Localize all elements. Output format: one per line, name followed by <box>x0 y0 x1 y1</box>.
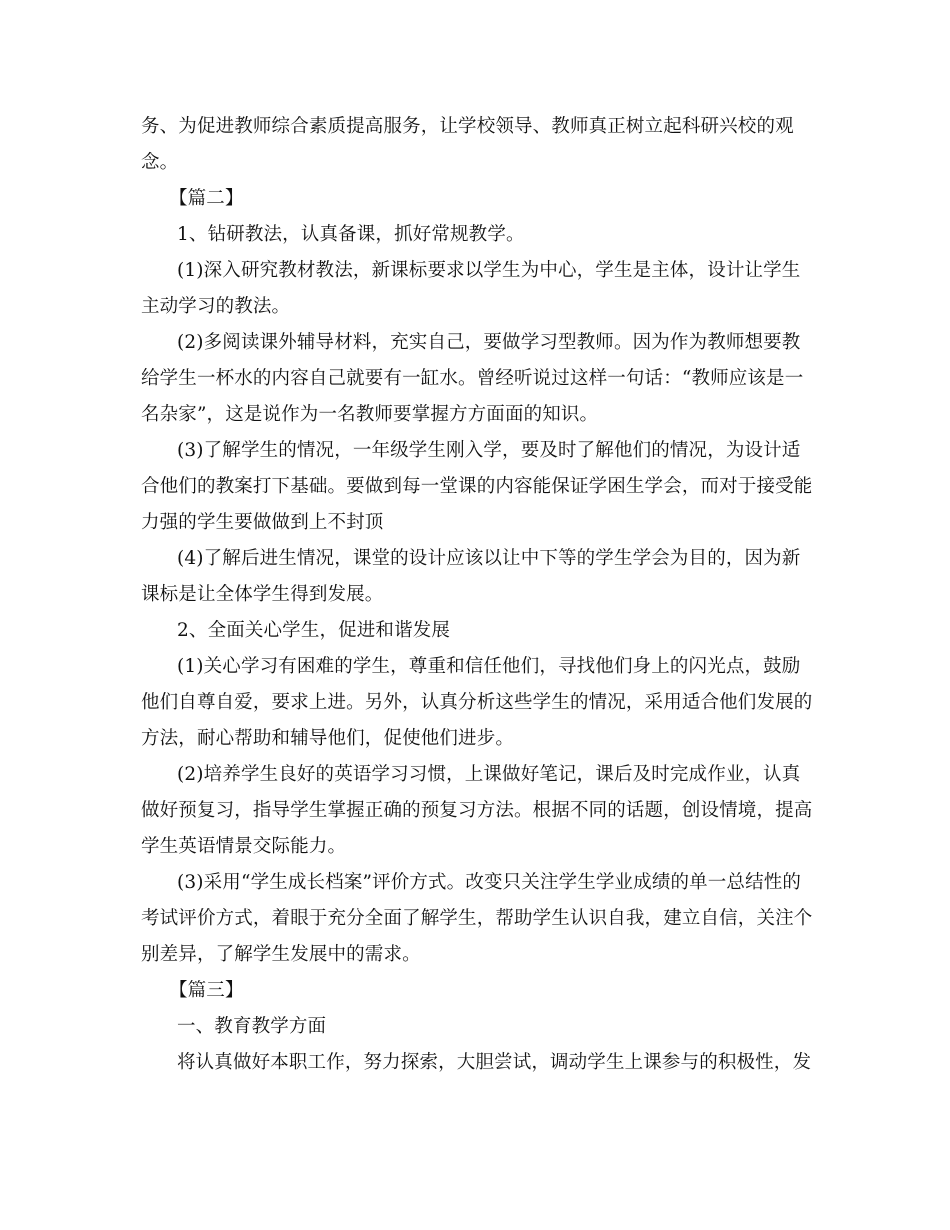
paragraph-line: 念。 <box>141 152 179 173</box>
subheading: 2、全面关心学生，促进和谐发展 <box>177 620 451 641</box>
paragraph-line: (2)多阅读课外辅导材料，充实自己，要做学习型教师。因为作为教师想要教 <box>177 332 801 353</box>
paragraph-line: 别差异，了解学生发展中的需求。 <box>141 944 421 965</box>
subheading: 一、教育教学方面 <box>177 1016 327 1037</box>
paragraph-line: 将认真做好本职工作，努力探索，大胆尝试，调动学生上课参与的积极性，发 <box>177 1052 812 1073</box>
paragraph-line: (1)深入研究教材教法，新课标要求以学生为中心，学生是主体，设计让学生 <box>177 260 801 281</box>
paragraph-line: 方法，耐心帮助和辅导他们，促使他们进步。 <box>141 728 515 749</box>
paragraph-line: 考试评价方式，着眼于充分全面了解学生，帮助学生认识自我，建立自信，关注个 <box>141 908 813 929</box>
document-body <box>141 115 813 1087</box>
paragraph-line: (3)了解学生的情况，一年级学生刚入学，要及时了解他们的情况，为设计适 <box>177 440 801 461</box>
paragraph-line: 务、为促进教师综合素质提高服务，让学校领导、教师真正树立起科研兴校的观 <box>141 116 794 137</box>
paragraph-line: 合他们的教案打下基础。要做到每一堂课的内容能保证学困生学会，而对于接受能 <box>141 476 813 497</box>
paragraph-line: (1)关心学习有困难的学生，尊重和信任他们，寻找他们身上的闪光点，鼓励 <box>177 656 801 677</box>
paragraph-line: 给学生一杯水的内容自己就要有一缸水。曾经听说过这样一句话：“教师应该是一 <box>141 368 804 389</box>
paragraph-line: (3)采用“学生成长档案”评价方式。改变只关注学生学业成绩的单一总结性的 <box>177 872 802 893</box>
paragraph-line: (4)了解后进生情况，课堂的设计应该以让中下等的学生学会为目的，因为新 <box>177 548 801 569</box>
paragraph-line: 做好预复习，指导学生掌握正确的预复习方法。根据不同的话题，创设情境，提高 <box>141 800 813 821</box>
paragraph-line: 主动学习的教法。 <box>141 296 291 317</box>
subheading: 1、钻研教法，认真备课，抓好常规教学。 <box>177 224 525 245</box>
paragraph-line: 他们自尊自爱，要求上进。另外，认真分析这些学生的情况，采用适合他们发展的 <box>141 692 813 713</box>
paragraph-line: 学生英语情景交际能力。 <box>141 836 347 857</box>
section-heading: 【篇二】 <box>169 188 244 209</box>
paragraph-line: 力强的学生要做做到上不封顶 <box>141 512 384 533</box>
paragraph-line: 名杂家”，这是说作为一名教师要掌握方方面面的知识。 <box>141 404 599 425</box>
paragraph-line: (2)培养学生良好的英语学习习惯，上课做好笔记，课后及时完成作业，认真 <box>177 764 801 785</box>
paragraph-line: 课标是让全体学生得到发展。 <box>141 584 384 605</box>
section-heading: 【篇三】 <box>169 980 244 1001</box>
